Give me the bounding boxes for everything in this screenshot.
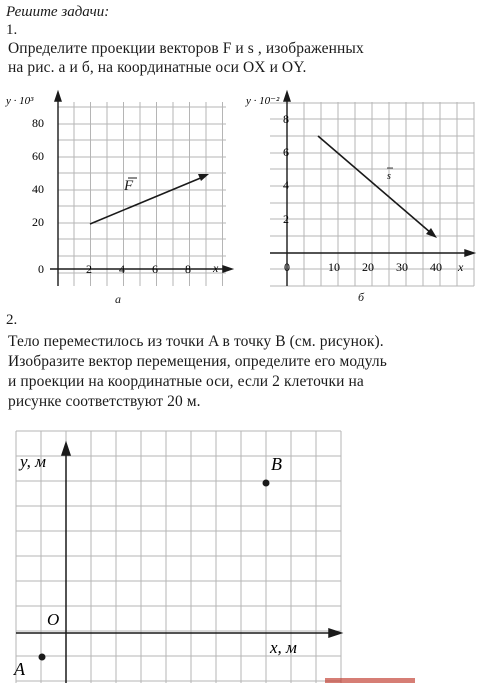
y-tick: 40 xyxy=(32,182,44,196)
y-axis-label-a: y · 10³ xyxy=(6,95,34,107)
point-b xyxy=(263,480,270,487)
page-title: Решите задачи: xyxy=(6,4,110,20)
cropped-red-text xyxy=(325,678,415,683)
x-tick: 2 xyxy=(86,262,92,276)
origin-label-task2: O xyxy=(47,610,60,629)
task1-text-line1: Определите проекции векторов F и s , изображенных xyxy=(8,40,364,57)
point-a-label: A xyxy=(14,659,25,679)
y-tick: 4 xyxy=(283,178,289,192)
task2-number: 2. xyxy=(6,312,18,328)
y-axis-label-task2: y, м xyxy=(20,452,46,471)
x-axis-label-task2: x, м xyxy=(270,638,297,657)
x-tick: 30 xyxy=(396,260,408,274)
point-a xyxy=(39,654,46,661)
figure-b-caption: б xyxy=(358,290,365,304)
task2-line1: Тело переместилось из точки A в точку B (см. рисунок). xyxy=(8,333,384,350)
vector-s xyxy=(318,136,431,233)
figure-a-caption: а xyxy=(115,292,121,306)
task2-line3: и проекции на координатные оси, если 2 клеточки на xyxy=(8,373,364,390)
y-tick: 8 xyxy=(283,112,289,126)
task1-number: 1. xyxy=(6,22,18,38)
y-axis-label-b: y · 10⁻² xyxy=(246,95,280,107)
task2-figure xyxy=(0,425,500,683)
x-axis-label-b: x xyxy=(458,260,464,274)
task2-line2: Изобразите вектор перемещения, определите его модуль xyxy=(8,353,387,370)
y-tick: 60 xyxy=(32,149,44,163)
y-tick: 2 xyxy=(283,212,289,226)
x-tick: 6 xyxy=(152,262,158,276)
x-tick: 40 xyxy=(430,260,442,274)
x-tick: 20 xyxy=(362,260,374,274)
origin-label-a: 0 xyxy=(38,262,44,276)
figure-b xyxy=(240,88,480,298)
y-tick: 6 xyxy=(283,145,289,159)
x-axis-label-a: x xyxy=(213,261,219,275)
task1-text-line2: на рис. а и б, на координатные оси OX и OY. xyxy=(8,59,307,76)
origin-label-b: 0 xyxy=(284,260,290,274)
point-b-label: B xyxy=(271,454,282,474)
figure-a xyxy=(0,88,240,298)
x-tick: 8 xyxy=(185,262,191,276)
y-tick: 80 xyxy=(32,116,44,130)
vector-s-label: s xyxy=(387,171,391,182)
task2-line4: рисунке соответствуют 20 м. xyxy=(8,393,201,410)
x-tick: 10 xyxy=(328,260,340,274)
y-tick: 20 xyxy=(32,215,44,229)
vector-f-label: F xyxy=(124,178,134,194)
x-tick: 4 xyxy=(119,262,125,276)
